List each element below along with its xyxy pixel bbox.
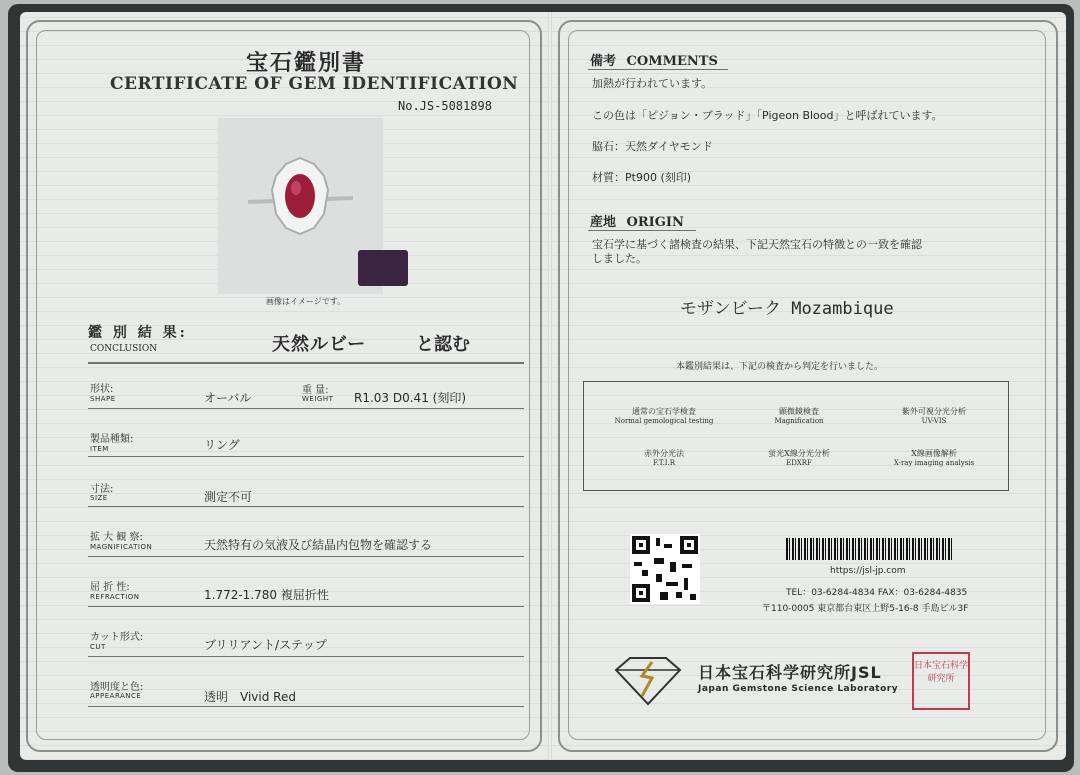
diamond-icon bbox=[612, 654, 684, 708]
comments-heading-jp: 備考 bbox=[590, 54, 617, 69]
row-divider bbox=[88, 506, 524, 507]
comment-line: 脇石：天然ダイヤモンド bbox=[592, 140, 713, 153]
test-item bbox=[734, 406, 864, 425]
refraction-label-en: REFRACTION bbox=[90, 593, 140, 601]
jsl-diamond-logo-icon bbox=[612, 654, 684, 708]
refraction-label-jp: 屈 折 性: bbox=[90, 582, 130, 593]
test-jp: 蛍光X線分光分析 bbox=[768, 449, 830, 458]
magnification-value: 天然特有の気液及び結晶内包物を確認する bbox=[204, 538, 433, 552]
size-label-en: SIZE bbox=[90, 494, 108, 502]
tests-box bbox=[583, 381, 1009, 491]
row-divider bbox=[88, 706, 524, 707]
origin-value: モザンビーク Mozambique bbox=[680, 299, 894, 319]
magnification-label-en: MAGNIFICATION bbox=[90, 543, 153, 551]
website-url[interactable]: https://jsl-jp.com bbox=[830, 566, 906, 576]
image-note: 画像はイメージです。 bbox=[266, 297, 346, 306]
conclusion-value: 天然ルビー bbox=[272, 334, 367, 355]
test-en: F.T.I.R bbox=[652, 459, 676, 467]
test-item bbox=[869, 448, 999, 467]
test-jp: 顕微鏡検査 bbox=[779, 407, 819, 416]
test-item bbox=[599, 448, 729, 467]
magnification-label-jp: 拡 大 観 察: bbox=[90, 532, 143, 543]
address: 〒110-0005 東京都台東区上野5-16-8 手島ビル3F bbox=[762, 604, 969, 614]
row-divider bbox=[88, 656, 524, 657]
row-divider bbox=[88, 556, 524, 557]
lab-seal-stamp bbox=[912, 652, 970, 710]
comments-heading-en: COMMENTS bbox=[626, 54, 718, 69]
test-item bbox=[599, 406, 729, 425]
row-divider bbox=[88, 408, 524, 409]
lab-name-jp: 日本宝石科学研究所JSL bbox=[698, 663, 882, 682]
weight-value: R1.03 D0.41 (刻印) bbox=[354, 391, 467, 405]
origin-heading-en: ORIGIN bbox=[626, 215, 684, 230]
cut-label-en: CUT bbox=[90, 643, 106, 651]
tel-fax: TEL：03-6284-4834 FAX：03-6284-4835 bbox=[786, 588, 968, 598]
weight-label-jp: 重 量: bbox=[302, 385, 329, 396]
appearance-label-jp: 透明度と色: bbox=[90, 682, 144, 693]
barcode bbox=[786, 538, 954, 560]
test-item bbox=[869, 406, 999, 425]
test-jp: 通常の宝石学検査 bbox=[632, 407, 696, 416]
comment-line: 材質：Pt900 (刻印) bbox=[592, 171, 692, 184]
qr-pattern bbox=[630, 534, 700, 604]
appearance-value: 透明 Vivid Red bbox=[204, 690, 296, 704]
comments-heading bbox=[590, 50, 718, 69]
size-label-jp: 寸法: bbox=[90, 484, 114, 495]
title-jp: 宝石鑑別書 bbox=[246, 50, 367, 76]
size-value: 測定不可 bbox=[204, 490, 253, 504]
shape-label-en: SHAPE bbox=[90, 395, 116, 403]
comment-line: 加熱が行われています。 bbox=[592, 77, 713, 90]
appearance-label-en: APPEARANCE bbox=[90, 692, 142, 700]
conclusion-divider bbox=[88, 362, 524, 364]
origin-heading-jp: 産地 bbox=[590, 215, 617, 230]
lab-hologram-sticker bbox=[358, 250, 408, 286]
lab-name-en: Japan Gemstone Science Laboratory bbox=[698, 684, 899, 694]
comments-underline bbox=[588, 69, 728, 70]
qr-code-icon[interactable] bbox=[630, 534, 700, 604]
item-value: リング bbox=[204, 438, 240, 452]
origin-text: 宝石学に基づく諸検査の結果、下記天然宝石の特徴との一致を確認 bbox=[592, 238, 922, 251]
row-divider bbox=[88, 606, 524, 607]
weight-label-en: WEIGHT bbox=[302, 395, 334, 403]
row-divider bbox=[88, 456, 524, 457]
cut-label-jp: カット形式: bbox=[90, 632, 144, 643]
shape-label-jp: 形状: bbox=[90, 384, 114, 395]
title-en: CERTIFICATE OF GEM IDENTIFICATION bbox=[110, 74, 519, 94]
test-jp: X線画像解析 bbox=[911, 449, 957, 458]
test-en: Normal gemological testing bbox=[614, 417, 714, 425]
test-jp: 赤外分光法 bbox=[644, 449, 684, 458]
item-label-en: ITEM bbox=[90, 445, 109, 453]
test-item bbox=[734, 448, 864, 467]
item-label-jp: 製品種類: bbox=[90, 434, 134, 445]
origin-underline bbox=[588, 230, 696, 231]
spine bbox=[548, 12, 552, 760]
test-en: X-ray imaging analysis bbox=[893, 459, 975, 467]
seal-text: 日本宝石科学研究所 bbox=[914, 661, 969, 684]
origin-text: しました。 bbox=[592, 252, 647, 265]
conclusion-suffix: と認む bbox=[416, 334, 470, 355]
certificate-number: No.JS-5081898 bbox=[398, 99, 492, 113]
origin-heading bbox=[590, 211, 684, 230]
comment-line: この色は「ピジョン・ブラッド」「Pigeon Blood」と呼ばれています。 bbox=[592, 109, 943, 122]
conclusion-label-en: CONCLUSION bbox=[90, 344, 158, 354]
test-en: EDXRF bbox=[786, 459, 812, 467]
test-jp: 紫外可視分光分析 bbox=[902, 407, 966, 416]
shape-value: オーバル bbox=[204, 391, 252, 405]
conclusion-label-jp: 鑑 別 結 果: bbox=[88, 325, 188, 341]
tests-intro: 本鑑別結果は、下記の検査から判定を行いました。 bbox=[676, 362, 884, 372]
cut-value: ブリリアント/ステップ bbox=[204, 638, 327, 652]
test-en: UV-VIS bbox=[921, 417, 947, 425]
test-en: Magnification bbox=[774, 417, 824, 425]
refraction-value: 1.772-1.780 複屈折性 bbox=[204, 588, 329, 602]
